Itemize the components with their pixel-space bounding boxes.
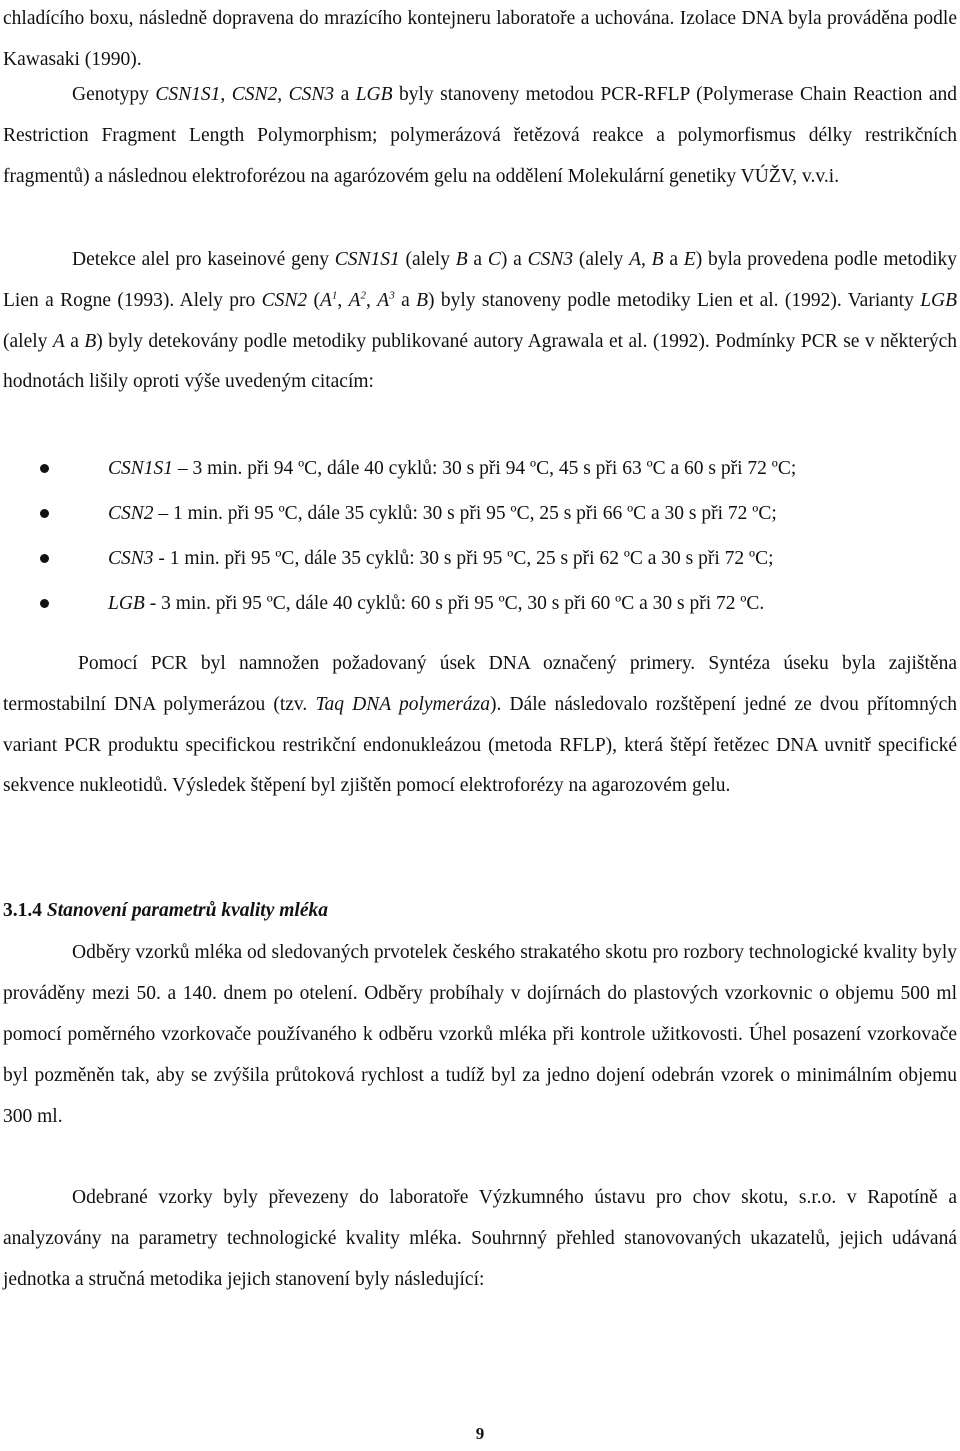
pcr-conditions-list — [40, 446, 940, 626]
bullet-icon — [40, 554, 49, 563]
paragraph-dna-storage: chladícího boxu, následně dopravena do mrazícího kontejneru laboratoře a uchována. Izolace DNA byla prováděna podle Kawasaki (1990). — [3, 8, 957, 70]
list-item: CSN2 – 1 min. při 95 ºC, dále 35 cyklů: 30 s při 95 ºC, 25 s při 66 ºC a 30 s při 72 ºC; — [40, 491, 940, 536]
bullet-icon — [40, 464, 49, 473]
list-item: CSN1S1 – 3 min. při 94 ºC, dále 40 cyklů: 30 s při 94 ºC, 45 s při 63 ºC a 60 s při 72 ºC; — [40, 446, 940, 491]
paragraph-milk-sampling: Odběry vzorků mléka od sledovaných prvotelek českého strakatého skotu pro rozbory technologické kvality byly prováděny mezi 50. a 140. dnem po otelení. Odběry probíhaly v dojírnách do plastových vzorkovnic o objemu 500 ml pomocí poměrného vzorkovače používaného k odběru vzorků mléka při kontrole užitkovosti. Úhel posazení vzorkovače byl pozměněn tak, aby se zvýšila průtoková rychlost a tudíž byl za jedno dojení odebrán vzorek o minimálním objemu 300 ml. — [3, 942, 957, 1127]
paragraph-allele-detection: Detekce alel pro kaseinové geny CSN1S1 (alely B a C) a CSN3 (alely A, B a E) byla provedena podle metodiky Lien a Rogne (1993). Alely pro CSN2 ($A^1$, $A^2$, $A^3$ a B) byly stanoveny podle metodiky Lien et al. (1992). Varianty LGB (alely A a B) byly detekovány podle metodiky publikované autory Agrawala et al. (1992). Podmínky PCR se v některých hodnotách lišily oproti výše uvedeným citacím: — [3, 249, 958, 393]
page-number: 9 — [475, 1424, 485, 1443]
paragraph-sample-transport: Odebrané vzorky byly převezeny do laboratoře Výzkumného ústavu pro chov skotu, s.r.o. v Rapotíně a analyzovány na parametry technologické kvality mléka. Souhrnný přehled stanovovaných ukazatelů, jejich udávaná jednotka a stručná metodika jejich stanovení byly následující: — [3, 1187, 957, 1290]
bullet-icon — [40, 599, 49, 608]
section-heading: 3.1.4 Stanovení parametrů kvality mléka — [3, 900, 328, 921]
list-item: LGB - 3 min. při 95 ºC, dále 40 cyklů: 60 s při 95 ºC, 30 s při 60 ºC a 30 s při 72 ºC. — [40, 581, 940, 626]
bullet-icon — [40, 509, 49, 518]
paragraph-pcr-rflp: Pomocí PCR byl namnožen požadovaný úsek DNA označený primery. Syntéza úseku byla zajištěna termostabilní DNA polymerázou (tzv. Taq DNA polymeráza). Dále následovalo rozštěpení jedné ze dvou přítomných variant PCR produktu specifickou restrikční endonukleázou (metoda RFLP), která štěpí řetězec DNA uvnitř specifické sekvence nukleotidů. Výsledek štěpení byl zjištěn pomocí elektroforézy na agarozovém gelu. — [3, 653, 957, 797]
list-item: CSN3 - 1 min. při 95 ºC, dále 35 cyklů: 30 s při 95 ºC, 25 s při 62 ºC a 30 s při 72 ºC; — [40, 536, 940, 581]
paragraph-genotyping-method: Genotypy CSN1S1, CSN2, CSN3 a LGB byly stanoveny metodou PCR-RFLP (Polymerase Chain Reaction and Restriction Fragment Length Polymorphism; polymerázová řetězová reakce a polymorfismus délky restrikčních fragmentů) a následnou elektroforézou na agarózovém gelu na oddělení Molekulární genetiky VÚŽV, v.v.i. — [3, 84, 958, 187]
